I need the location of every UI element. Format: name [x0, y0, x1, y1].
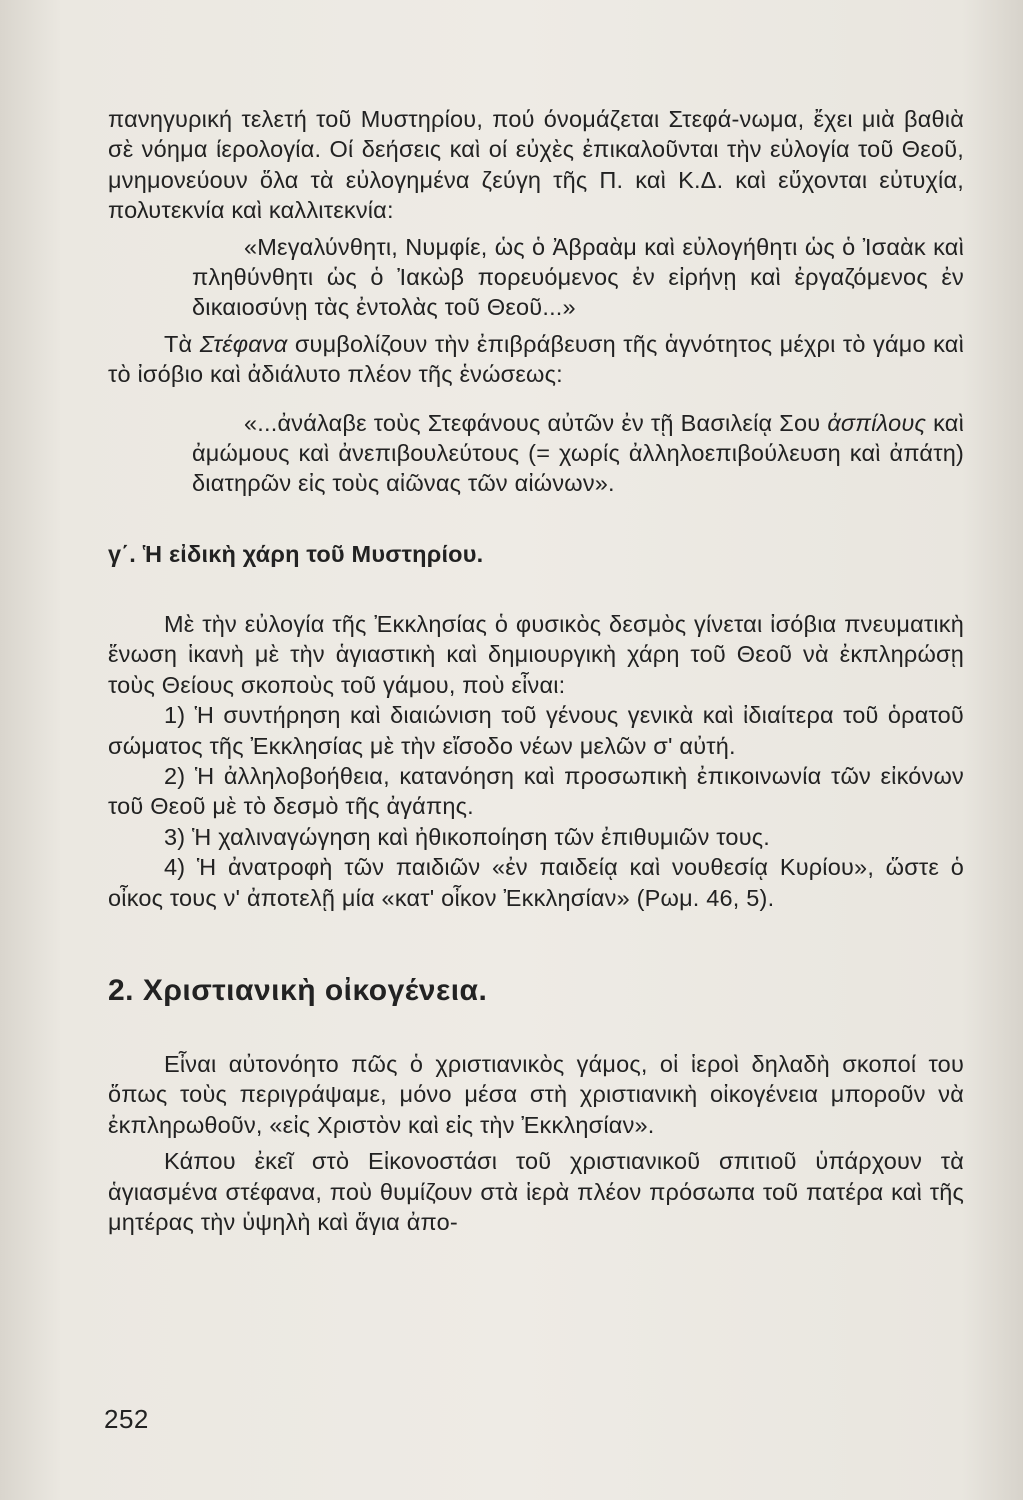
- list-item-4: 4) Ἡ ἀνατροφὴ τῶν παιδιῶν «ἐν παιδείᾳ καὶ νουθεσίᾳ Κυρίου», ὥστε ὁ οἶκος τους ν' ἀποτελῇ μία «κατ' οἶκον Ἐκκλησίαν» (Ρωμ. 46, 5).: [108, 854, 964, 911]
- list-item-1: 1) Ἡ συντήρηση καὶ διαιώνιση τοῦ γένους γενικὰ καὶ ἰδιαίτερα τοῦ ὁρατοῦ σώματος τῆς Ἐκκλησίας μὲ τὴν εἴσοδο νέων μελῶν σ' αὐτή.: [108, 702, 964, 759]
- page-body: [108, 104, 964, 1237]
- quote2-italic-term: ἀσπίλους: [827, 409, 927, 436]
- quote2-start: «...ἀνάλαβε τοὺς Στεφάνους αὐτῶν ἐν τῇ Βασιλείᾳ Σου: [244, 409, 828, 436]
- section-heading: 2. Χριστιανικὴ οἰκογένεια.: [108, 973, 488, 1007]
- crowns-text-start: Τὰ: [164, 330, 200, 357]
- quote-blessing: «Μεγαλύνθητι, Νυμφίε, ὡς ὁ Ἀβραὰμ καὶ εὐλογήθητι ὡς ὁ Ἰσαὰκ καὶ πληθύνθητι ὡς ὁ Ἰακὼβ πορευόμενος ἐν εἰρήνῃ καὶ ἐργαζόμενος ἐν δικαιοσύνῃ τὰς ἐντολὰς τοῦ Θεοῦ...»: [192, 233, 964, 321]
- quote2-rest: καὶ ἀμώμους καὶ ἀνεπιβουλεύτους (= χωρίς ἀλληλοεπιβούλευση καὶ ἀπάτη) διατηρῶν εἰς τοὺς αἰῶνας τῶν αἰώνων».: [192, 409, 964, 497]
- subsection-heading: γ΄. Ἡ εἰδικὴ χάρη τοῦ Μυστηρίου.: [108, 540, 484, 567]
- list-item-3: 3) Ἡ χαλιναγώγηση καὶ ἠθικοποίηση τῶν ἐπιθυμιῶν τους.: [164, 823, 770, 850]
- paragraph-iconostasis: Κάπου ἐκεῖ στὸ Εἰκονοστάσι τοῦ χριστιανικοῦ σπιτιοῦ ὑπάρχουν τὰ ἁγιασμένα στέφανα, ποὺ θυμίζουν στὰ ἱερὰ πλέον πρόσωπα τοῦ πατέρα καὶ τῆς μητέρας τὴν ὑψηλὴ καὶ ἅγια ἀπο-: [108, 1148, 964, 1235]
- page-number: 252: [104, 1404, 149, 1434]
- quote-crowns: [108, 408, 964, 499]
- crowns-italic-term: Στέφανα: [199, 330, 288, 357]
- paragraph-grace: Μὲ τὴν εὐλογία τῆς Ἐκκλησίας ὁ φυσικὸς δεσμὸς γίνεται ἰσόβια πνευματικὴ ἕνωση ἱκανὴ μὲ τὴν ἁγιαστικὴ καὶ δημιουργικὴ χάρη τοῦ Θεοῦ νὰ ἐκπληρώσῃ τοὺς Θείους σκοποὺς τοῦ γάμου, ποὺ εἶναι:: [108, 610, 964, 698]
- paragraph-intro: πανηγυρική τελετή τοῦ Μυστηρίου, πού όνομάζεται Στεφά-νωμα, ἔχει μιὰ βαθιὰ σὲ νόημα ίερολογία. Οί δεήσεις καὶ οί εὐχὲς ἐπικαλοῦνται τὴν εὐλογία τοῦ Θεοῦ, μνημονεύουν ὅλα τὰ εὐλογημένα ζεύγη τῆς Π. καὶ Κ.Δ. καὶ εὔχονται εὐτυχία, πολυτεκνία καὶ καλλιτεκνία:: [108, 106, 964, 224]
- paragraph-family: Εἶναι αὐτονόητο πῶς ὁ χριστιανικὸς γάμος, οἱ ἱεροὶ δηλαδὴ σκοποί του ὅπως τοὺς περιγράψαμε, μόνο μέσα στὴ χριστιανικὴ οἰκογένεια μποροῦν νὰ ἐκπληρωθοῦν, «εἰς Χριστὸν καὶ εἰς τὴν Ἐκκλησίαν».: [108, 1050, 964, 1138]
- list-item-2: 2) Ἡ ἀλληλοβοήθεια, κατανόηση καὶ προσωπικὴ ἐπικοινωνία τῶν εἰκόνων τοῦ Θεοῦ μὲ τὸ δεσμὸ τῆς ἀγάπης.: [108, 762, 964, 820]
- paragraph-crowns: [108, 329, 964, 390]
- crowns-text-rest: συμβολίζουν τὴν ἐπιβράβευση τῆς ἁγνότητος μέχρι τὸ γάμο καὶ τὸ ἰσόβιο καὶ ἀδιάλυτο πλέον τῆς ἑνώσεως:: [108, 330, 964, 388]
